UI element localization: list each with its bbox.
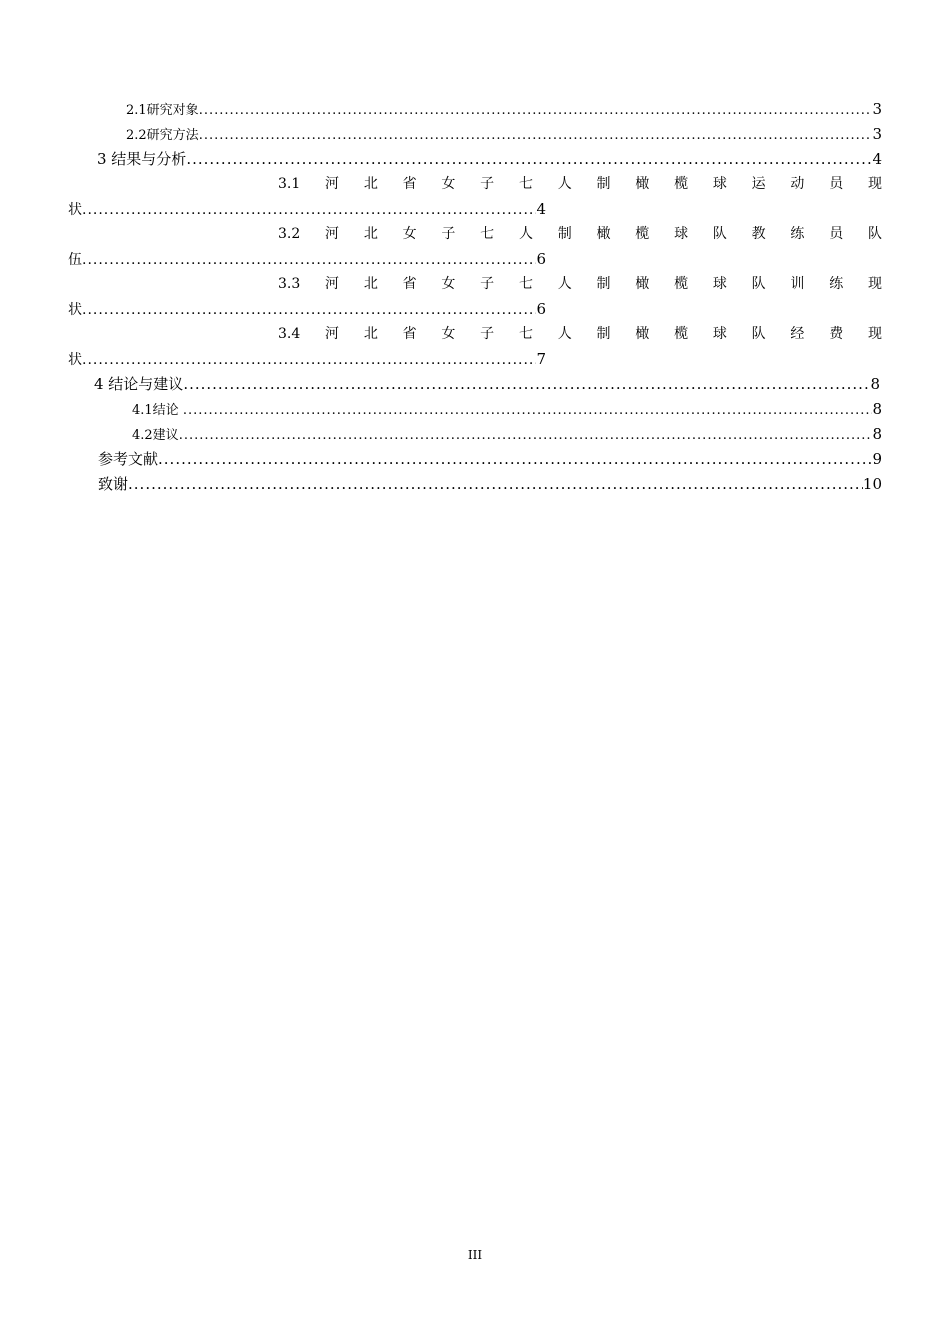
toc-label-char: 省 (402, 176, 417, 192)
toc-label-char: 练 (790, 226, 805, 242)
toc-label-char: 人 (557, 276, 572, 292)
toc-entry-3-4-line2[interactable] (68, 348, 546, 370)
toc-page-number: 8 (872, 400, 882, 418)
toc-label-char: 人 (518, 226, 533, 242)
toc-label-char: 训 (790, 276, 805, 292)
toc-leader-dots (186, 148, 872, 170)
page-number-footer: III (467, 1248, 483, 1262)
toc-label: 4 结论与建议 (94, 375, 184, 393)
toc-label-char: 榄 (635, 226, 650, 242)
toc-label-char: 橄 (635, 276, 650, 292)
toc-label-char: 现 (867, 276, 882, 292)
toc-label-char: 河 (325, 326, 340, 342)
toc-label: 2.1研究对象 (126, 103, 199, 118)
toc-entry-3-2-line1[interactable] (278, 223, 882, 245)
toc-entry-4-2[interactable] (132, 423, 882, 445)
toc-label-char: 队 (751, 326, 766, 342)
toc-label-char: 教 (751, 226, 766, 242)
toc-leader-dots (183, 400, 873, 420)
toc-label-char: 队 (751, 276, 766, 292)
toc-section-number: 3.1 (278, 176, 301, 192)
toc-label-char: 球 (674, 226, 689, 242)
toc-page-number: 4 (536, 200, 546, 218)
toc-section-number: 3.4 (278, 326, 301, 342)
toc-label-char: 运 (751, 176, 766, 192)
toc-page-number: 4 (872, 150, 882, 168)
toc-section-number: 3.2 (278, 226, 301, 242)
toc-page-number: 9 (872, 450, 882, 468)
toc-label-char: 练 (829, 276, 844, 292)
toc-page-number: 10 (862, 475, 882, 493)
toc-entry-3-3-line2[interactable] (68, 298, 546, 320)
toc-label-char: 球 (712, 176, 727, 192)
toc-label-char: 女 (402, 226, 417, 242)
toc-label-char: 队 (712, 226, 727, 242)
toc-label-char: 动 (790, 176, 805, 192)
toc-label-char: 队 (867, 226, 882, 242)
toc-label-char: 制 (596, 326, 611, 342)
toc-leader-dots (82, 299, 536, 320)
toc-page-number: 8 (870, 375, 880, 393)
toc-page-number: 6 (536, 300, 546, 318)
toc-entry-3-3-line1[interactable] (278, 273, 882, 295)
toc-label-char: 橄 (635, 326, 650, 342)
toc-label-tail: 状 (68, 202, 82, 218)
toc-label-char: 榄 (674, 276, 689, 292)
toc-label-char: 北 (363, 176, 378, 192)
toc-leader-dots (128, 473, 863, 495)
toc-label-char: 七 (518, 176, 533, 192)
toc-label-char: 子 (480, 176, 495, 192)
toc-label: 4.1结论 (132, 403, 183, 418)
toc-label-char: 制 (596, 176, 611, 192)
toc-leader-dots (199, 100, 873, 120)
toc-label-char: 七 (518, 276, 533, 292)
toc-label-char: 经 (790, 326, 805, 342)
toc-label: 致谢 (98, 475, 129, 493)
toc-entry-4-1[interactable] (132, 398, 882, 420)
toc-entry-3[interactable] (97, 148, 882, 170)
toc-label-char: 橄 (635, 176, 650, 192)
toc-leader-dots (179, 425, 873, 445)
toc-label-char: 女 (441, 326, 456, 342)
toc-entry-2-1[interactable] (126, 98, 882, 120)
toc-page-number: 3 (872, 125, 882, 143)
toc-label-char: 七 (518, 326, 533, 342)
toc-label-char: 员 (829, 226, 844, 242)
toc-label-char: 球 (712, 326, 727, 342)
toc-label-char: 北 (363, 326, 378, 342)
toc-label-char: 人 (557, 176, 572, 192)
toc-label-char: 费 (829, 326, 844, 342)
toc-label-char: 七 (480, 226, 495, 242)
toc-label-tail: 伍 (68, 252, 82, 268)
toc-page-number: 7 (536, 350, 546, 368)
toc-leader-dots (158, 448, 872, 470)
toc-label-char: 河 (325, 226, 340, 242)
toc-label-char: 女 (441, 176, 456, 192)
toc-entry-3-1-line2[interactable] (68, 198, 546, 220)
toc-label: 2.2研究方法 (126, 128, 199, 143)
toc-label-char: 榄 (674, 176, 689, 192)
toc-label-tail: 状 (68, 352, 82, 368)
toc-entry-2-2[interactable] (126, 123, 882, 145)
toc-entry-references[interactable] (98, 448, 882, 470)
toc-leader-dots (82, 349, 536, 370)
toc-section-number: 3.3 (278, 276, 301, 292)
toc-label: 参考文献 (98, 450, 159, 468)
toc-entry-4[interactable] (94, 373, 880, 395)
toc-page-number: 8 (872, 425, 882, 443)
toc-label-tail: 状 (68, 302, 82, 318)
toc-label-char: 球 (712, 276, 727, 292)
toc-label-char: 制 (596, 276, 611, 292)
toc-label-char: 北 (363, 226, 378, 242)
toc-label-char: 子 (480, 326, 495, 342)
toc-leader-dots (199, 125, 873, 145)
toc-label-char: 河 (325, 176, 340, 192)
toc-leader-dots (183, 373, 870, 395)
toc-label-char: 省 (402, 276, 417, 292)
toc-entry-3-1-line1[interactable] (278, 173, 882, 195)
toc-entry-acknowledgements[interactable] (98, 473, 882, 495)
toc-leader-dots (82, 249, 536, 270)
toc-entry-3-2-line2[interactable] (68, 248, 546, 270)
toc-label-char: 制 (557, 226, 572, 242)
toc-label: 3 结果与分析 (97, 150, 187, 168)
toc-label-char: 子 (480, 276, 495, 292)
toc-label-char: 榄 (674, 326, 689, 342)
toc-page-number: 3 (872, 100, 882, 118)
toc-label-char: 人 (557, 326, 572, 342)
toc-label-char: 员 (829, 176, 844, 192)
toc-page-number: 6 (536, 250, 546, 268)
toc-label-char: 现 (867, 176, 882, 192)
toc-label-char: 子 (441, 226, 456, 242)
toc-label-char: 现 (867, 326, 882, 342)
toc-leader-dots (82, 199, 536, 220)
toc-label-char: 橄 (596, 226, 611, 242)
toc-label-char: 省 (402, 326, 417, 342)
toc-entry-3-4-line1[interactable] (278, 323, 882, 345)
toc-label-char: 河 (325, 276, 340, 292)
toc-label-char: 北 (363, 276, 378, 292)
toc-label: 4.2建议 (132, 428, 179, 443)
toc-label-char: 女 (441, 276, 456, 292)
